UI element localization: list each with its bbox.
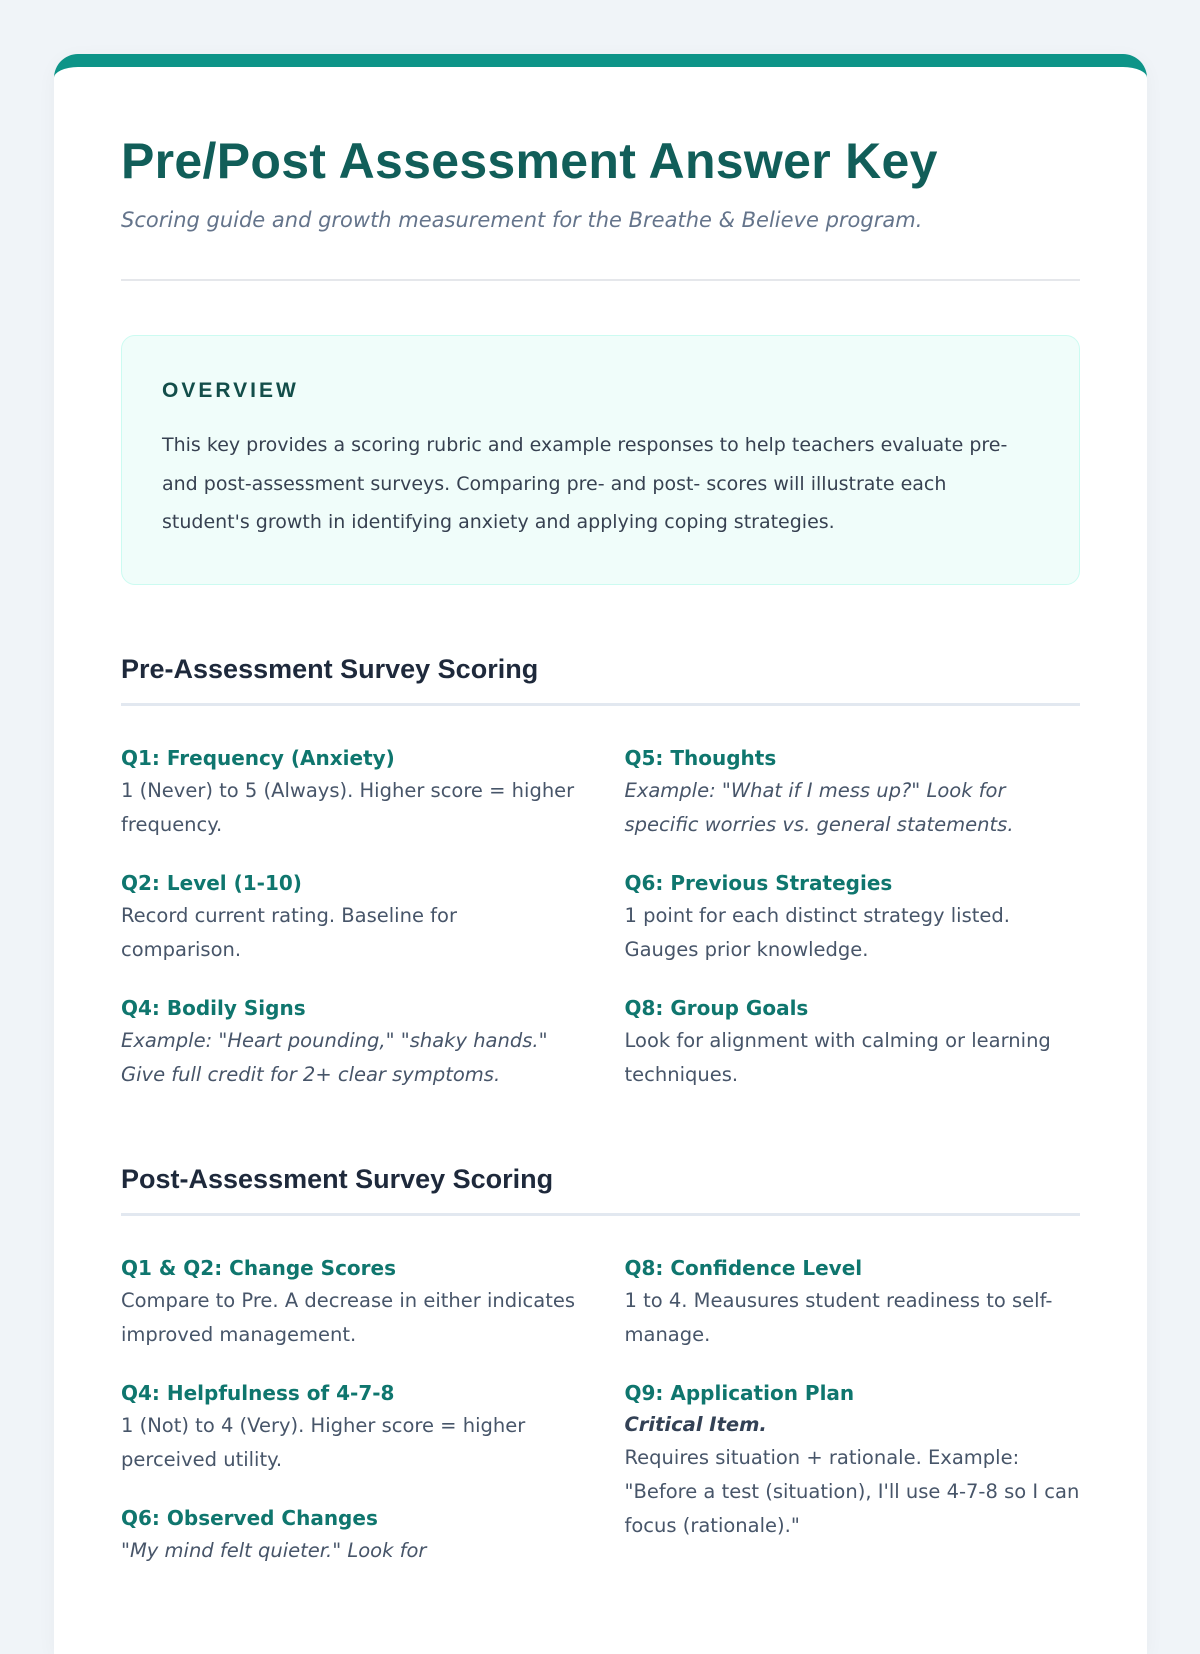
- question-guide: Compare to Pre. A decrease in either indicates improved management.: [121, 1288, 576, 1346]
- question-guide: Requires situation + rationale. Example: "Before a test (situation), I'll use 4-7-8 so I can focus (rationale).": [624, 1445, 1080, 1537]
- question-guide: 1 to 4. Meausures student readiness to self-manage.: [624, 1288, 1053, 1346]
- divider: [121, 279, 1080, 281]
- pre-assessment-heading: Pre-Assessment Survey Scoring: [121, 649, 1080, 706]
- question-label: Q6: Previous Strategies: [624, 870, 893, 895]
- pre-assessment-grid: [121, 742, 1080, 1117]
- post-assessment-heading: Post-Assessment Survey Scoring: [121, 1159, 1080, 1216]
- scoring-item: [625, 1377, 1081, 1543]
- question-label: Q9: Application Plan: [624, 1380, 855, 1405]
- answer-key-card: [54, 54, 1147, 1654]
- page-title: Pre/Post Assessment Answer Key: [121, 133, 938, 189]
- scoring-item: [121, 1252, 577, 1352]
- post-assessment-grid: [121, 1252, 1080, 1593]
- question-label: Q1 & Q2: Change Scores: [121, 1255, 396, 1280]
- question-label: Q5: Thoughts: [624, 745, 777, 770]
- scoring-item: [121, 992, 577, 1092]
- scoring-item: [121, 1502, 577, 1568]
- question-guide: 1 (Not) to 4 (Very). Higher score = higher perceived utility.: [121, 1413, 526, 1471]
- question-guide: Record current rating. Baseline for comparison.: [121, 903, 457, 961]
- question-label: Q4: Helpfulness of 4-7-8: [121, 1380, 395, 1405]
- question-guide: "My mind felt quieter." Look for: [121, 1538, 427, 1562]
- question-guide: Example: "Heart pounding," "shaky hands." Give full credit for 2+ clear symptoms.: [121, 1028, 548, 1086]
- critical-item-label: Critical Item.: [624, 1412, 767, 1436]
- page-subtitle: Scoring guide and growth measurement for the Breathe & Believe program.: [121, 208, 923, 232]
- scoring-item: [625, 742, 1081, 842]
- question-label: Q4: Bodily Signs: [121, 995, 306, 1020]
- question-label: Q1: Frequency (Anxiety): [121, 745, 395, 770]
- overview-text: This key provides a scoring rubric and example responses to help teachers evaluate pre- and post-assessment surveys. Comparing pre- and post- scores will illustrate each student's growth in identifying anxiety and applying coping strategies.: [162, 434, 1008, 533]
- question-guide: Example: "What if I mess up?" Look for specific worries vs. general statements.: [624, 778, 1014, 836]
- scoring-item: [121, 1377, 577, 1477]
- scoring-item: [625, 992, 1081, 1092]
- scoring-item: [121, 867, 577, 967]
- question-label: Q8: Confidence Level: [624, 1255, 863, 1280]
- scoring-item: [625, 1252, 1081, 1352]
- question-guide: 1 point for each distinct strategy listed. Gauges prior knowledge.: [624, 903, 1010, 961]
- overview-box: [121, 335, 1080, 585]
- question-label: Q8: Group Goals: [624, 995, 809, 1020]
- overview-title: OVERVIEW: [162, 379, 299, 402]
- scoring-item: [625, 867, 1081, 967]
- scoring-item: [121, 742, 577, 842]
- question-guide: 1 (Never) to 5 (Always). Higher score = higher frequency.: [121, 778, 575, 836]
- question-label: Q6: Observed Changes: [121, 1505, 378, 1530]
- question-label: Q2: Level (1-10): [121, 870, 302, 895]
- question-guide: Look for alignment with calming or learning techniques.: [624, 1028, 1051, 1086]
